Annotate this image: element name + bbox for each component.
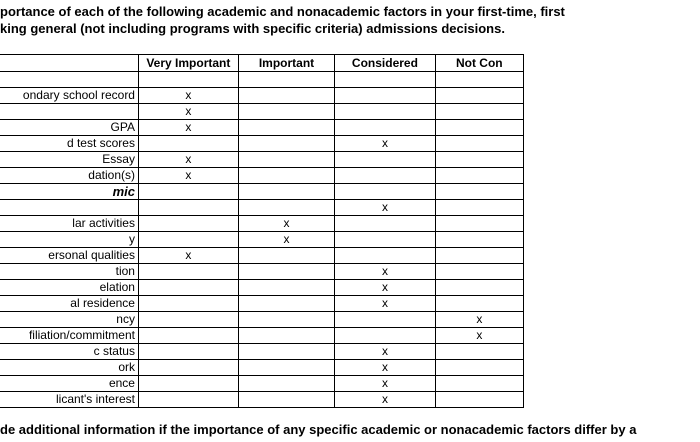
mark-cell-considered bbox=[335, 248, 435, 264]
mark-cell-important bbox=[238, 360, 334, 376]
mark-cell-important bbox=[238, 248, 334, 264]
mark-cell-not-considered bbox=[435, 200, 523, 216]
factor-label bbox=[0, 232, 138, 248]
mark-cell-very-important bbox=[138, 184, 238, 200]
mark-cell-very-important bbox=[138, 136, 238, 152]
factor-label bbox=[0, 344, 138, 360]
factor-label bbox=[0, 120, 138, 136]
factor-label bbox=[0, 328, 138, 344]
mark-cell-not-considered bbox=[435, 184, 523, 200]
table-row bbox=[0, 264, 524, 280]
factor-label bbox=[0, 216, 138, 232]
table-row bbox=[0, 248, 524, 264]
table-row bbox=[0, 312, 524, 328]
mark-cell-very-important bbox=[138, 264, 238, 280]
mark-cell-considered bbox=[335, 104, 435, 120]
mark-cell-not-considered bbox=[435, 344, 523, 360]
mark-cell-very-important bbox=[138, 392, 238, 408]
mark-cell-very-important: x bbox=[138, 168, 238, 184]
mark-cell-considered: x bbox=[335, 200, 435, 216]
mark-cell-important bbox=[238, 392, 334, 408]
factor-label-text: y bbox=[128, 232, 135, 246]
mark-cell-not-considered bbox=[435, 264, 523, 280]
table-row bbox=[0, 88, 524, 104]
factor-label bbox=[0, 72, 138, 88]
factor-label-text: elation bbox=[99, 280, 135, 294]
factor-label-text: tion bbox=[115, 264, 135, 278]
mark-cell-very-important: x bbox=[138, 248, 238, 264]
mark-cell-important bbox=[238, 184, 334, 200]
mark-cell-not-considered bbox=[435, 88, 523, 104]
mark-cell-very-important bbox=[138, 376, 238, 392]
mark-cell-not-considered bbox=[435, 152, 523, 168]
factor-label bbox=[0, 264, 138, 280]
factor-label-text: dation(s) bbox=[88, 168, 135, 182]
mark-cell-considered bbox=[335, 232, 435, 248]
footer-question-text: de additional information if the importance of any specific academic or nonacademic factors differ by a bbox=[0, 422, 637, 437]
mark-cell-not-considered bbox=[435, 296, 523, 312]
factor-label bbox=[0, 88, 138, 104]
factor-label-text: GPA bbox=[110, 120, 135, 134]
mark-cell-important bbox=[238, 280, 334, 296]
mark-cell-considered: x bbox=[335, 264, 435, 280]
mark-cell-important bbox=[238, 344, 334, 360]
table-row bbox=[0, 168, 524, 184]
table-row bbox=[0, 232, 524, 248]
table-row bbox=[0, 360, 524, 376]
factor-label bbox=[0, 184, 138, 200]
mark-cell-considered bbox=[335, 312, 435, 328]
factor-label bbox=[0, 136, 138, 152]
table-row bbox=[0, 280, 524, 296]
mark-cell-not-considered bbox=[435, 104, 523, 120]
mark-cell-considered bbox=[335, 152, 435, 168]
mark-cell-important bbox=[238, 328, 334, 344]
factor-label-text: ersonal qualities bbox=[48, 248, 135, 262]
mark-cell-very-important: x bbox=[138, 88, 238, 104]
table-row bbox=[0, 200, 524, 216]
mark-cell-very-important bbox=[138, 200, 238, 216]
mark-cell-not-considered bbox=[435, 136, 523, 152]
mark-cell-important bbox=[238, 152, 334, 168]
mark-cell-considered: x bbox=[335, 360, 435, 376]
table-row bbox=[0, 376, 524, 392]
mark-cell-important: x bbox=[238, 232, 334, 248]
table-row bbox=[0, 344, 524, 360]
mark-cell-important bbox=[238, 88, 334, 104]
mark-cell-considered: x bbox=[335, 392, 435, 408]
table-row bbox=[0, 296, 524, 312]
mark-cell-not-considered bbox=[435, 376, 523, 392]
mark-cell-important bbox=[238, 200, 334, 216]
factor-label-text: ondary school record bbox=[22, 88, 135, 102]
mark-cell-not-considered: x bbox=[435, 328, 523, 344]
mark-cell-not-considered: x bbox=[435, 312, 523, 328]
column-header-not-considered: Not Con bbox=[435, 55, 523, 72]
factor-label bbox=[0, 312, 138, 328]
table-row bbox=[0, 104, 524, 120]
factor-label-text: c status bbox=[93, 344, 135, 358]
mark-cell-not-considered bbox=[435, 120, 523, 136]
mark-cell-considered: x bbox=[335, 376, 435, 392]
factor-label-text: al residence bbox=[70, 296, 135, 310]
mark-cell-important bbox=[238, 120, 334, 136]
mark-cell-considered: x bbox=[335, 136, 435, 152]
table-row bbox=[0, 328, 524, 344]
mark-cell-important bbox=[238, 104, 334, 120]
mark-cell-considered bbox=[335, 216, 435, 232]
factor-label bbox=[0, 392, 138, 408]
mark-cell-not-considered bbox=[435, 168, 523, 184]
mark-cell-very-important: x bbox=[138, 120, 238, 136]
mark-cell-considered bbox=[335, 120, 435, 136]
mark-cell-very-important bbox=[138, 280, 238, 296]
admission-factors-table bbox=[0, 54, 524, 408]
mark-cell-not-considered bbox=[435, 280, 523, 296]
mark-cell-important bbox=[238, 136, 334, 152]
factor-label-text: ork bbox=[118, 360, 135, 374]
factor-label-text: filiation/commitment bbox=[28, 328, 135, 342]
mark-cell-considered bbox=[335, 328, 435, 344]
mark-cell-very-important: x bbox=[138, 152, 238, 168]
mark-cell-not-considered bbox=[435, 248, 523, 264]
mark-cell-considered: x bbox=[335, 280, 435, 296]
mark-cell-very-important: x bbox=[138, 104, 238, 120]
mark-cell-important bbox=[238, 312, 334, 328]
section-header-row bbox=[0, 184, 524, 200]
mark-cell-considered bbox=[335, 184, 435, 200]
mark-cell-not-considered bbox=[435, 216, 523, 232]
factor-label-text: d test scores bbox=[66, 136, 135, 150]
factor-label-text: licant's interest bbox=[55, 392, 135, 406]
factor-label bbox=[0, 168, 138, 184]
mark-cell-important: x bbox=[238, 216, 334, 232]
mark-cell-very-important bbox=[138, 328, 238, 344]
column-header-very-important: Very Important bbox=[138, 55, 238, 72]
mark-cell-considered bbox=[335, 88, 435, 104]
mark-cell-not-considered bbox=[435, 392, 523, 408]
mark-cell-important bbox=[238, 264, 334, 280]
mark-cell-important bbox=[238, 168, 334, 184]
mark-cell-very-important bbox=[138, 312, 238, 328]
question-line-2: king general (not including programs with specific criteria) admissions decisions. bbox=[0, 21, 505, 36]
mark-cell-not-considered bbox=[435, 72, 523, 88]
factor-label-text: Essay bbox=[102, 152, 135, 166]
factor-label-text: ence bbox=[108, 376, 135, 390]
mark-cell-not-considered bbox=[435, 360, 523, 376]
table-row bbox=[0, 216, 524, 232]
question-line-1: portance of each of the following academic and nonacademic factors in your first-time, first bbox=[0, 4, 565, 19]
factor-label bbox=[0, 200, 138, 216]
factor-label-text: lar activities bbox=[72, 216, 135, 230]
table-header-row bbox=[0, 55, 524, 72]
mark-cell-important bbox=[238, 376, 334, 392]
table-row bbox=[0, 136, 524, 152]
factor-label-text: ncy bbox=[116, 312, 135, 326]
mark-cell-considered: x bbox=[335, 296, 435, 312]
mark-cell-very-important bbox=[138, 344, 238, 360]
mark-cell-important bbox=[238, 72, 334, 88]
column-header-important: Important bbox=[238, 55, 334, 72]
factor-label bbox=[0, 248, 138, 264]
column-header-considered: Considered bbox=[335, 55, 435, 72]
mark-cell-considered bbox=[335, 168, 435, 184]
mark-cell-considered: x bbox=[335, 344, 435, 360]
factor-label bbox=[0, 280, 138, 296]
table-row bbox=[0, 392, 524, 408]
mark-cell-very-important bbox=[138, 216, 238, 232]
factor-label bbox=[0, 360, 138, 376]
mark-cell-important bbox=[238, 296, 334, 312]
table-row bbox=[0, 120, 524, 136]
mark-cell-very-important bbox=[138, 296, 238, 312]
table-body bbox=[0, 72, 524, 408]
column-header-factor bbox=[0, 55, 138, 72]
factor-label bbox=[0, 104, 138, 120]
factor-label bbox=[0, 376, 138, 392]
mark-cell-considered bbox=[335, 72, 435, 88]
factor-label bbox=[0, 296, 138, 312]
table-row bbox=[0, 72, 524, 88]
mark-cell-very-important bbox=[138, 72, 238, 88]
table-row bbox=[0, 152, 524, 168]
mark-cell-very-important bbox=[138, 360, 238, 376]
factor-label-text: mic bbox=[112, 184, 135, 199]
mark-cell-not-considered bbox=[435, 232, 523, 248]
factor-label bbox=[0, 152, 138, 168]
mark-cell-very-important bbox=[138, 232, 238, 248]
